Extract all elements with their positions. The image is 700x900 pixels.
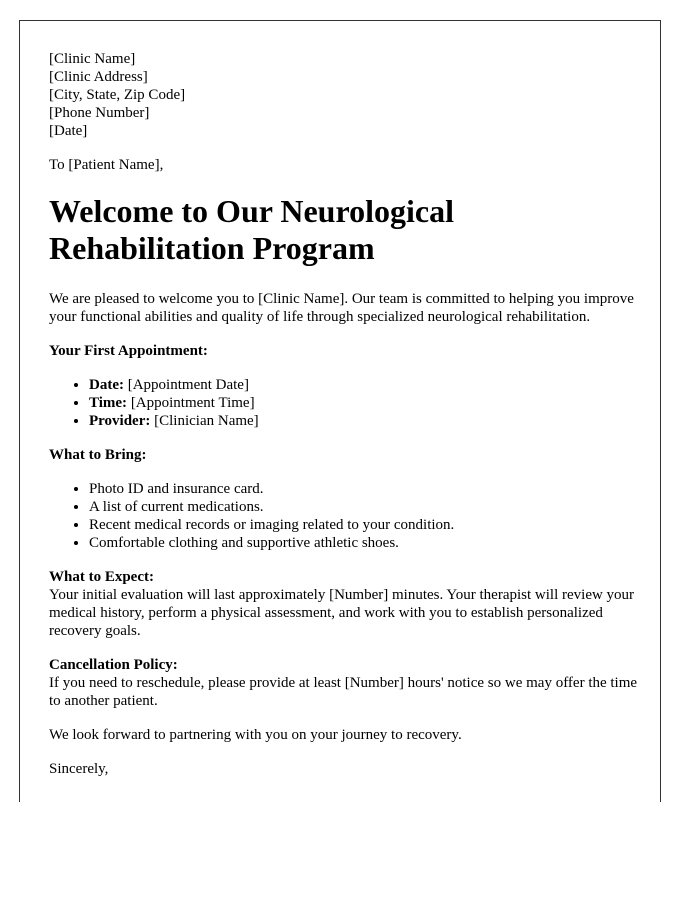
what-to-expect-section (49, 568, 639, 640)
clinic-name: [Clinic Name] (49, 51, 136, 67)
what-to-bring-heading: What to Bring: (49, 447, 147, 463)
letter-content (49, 50, 639, 778)
what-to-bring-list (49, 480, 639, 552)
cancellation-section (49, 656, 639, 710)
list-item: • A list of current medications. (89, 498, 639, 516)
list-item: • Recent medical records or imaging related to your condition. (89, 516, 639, 534)
appointment-provider-label: Provider: (89, 413, 151, 429)
letter-title: Welcome to Our Neurological Rehabilitation Program (49, 193, 454, 266)
salutation: To [Patient Name], (49, 157, 164, 173)
intro-paragraph: We are pleased to welcome you to [Clinic Name]. Our team is committed to helping you improve your functional abilities and quality of life through specialized neurological rehabilitation. (49, 291, 634, 325)
clinic-address: [Clinic Address] (49, 69, 148, 85)
cancellation-text: If you need to reschedule, please provide at least [Number] hours' notice so we may offer the time to another patient. (49, 675, 638, 709)
clinic-address-block (49, 50, 639, 140)
list-item (89, 376, 639, 394)
cancellation-heading: Cancellation Policy: (49, 657, 178, 673)
clinic-city-state-zip: [City, State, Zip Code] (49, 87, 186, 103)
list-item (89, 394, 639, 412)
appointment-time-label: Time: (89, 395, 128, 411)
letter-date: [Date] (49, 123, 88, 139)
clinic-phone: [Phone Number] (49, 105, 150, 121)
appointment-provider-value: [Clinician Name] (150, 413, 259, 429)
first-appointment-heading: Your First Appointment: (49, 343, 208, 359)
list-item: • Photo ID and insurance card. (89, 480, 639, 498)
appointment-time-value: [Appointment Time] (127, 395, 255, 411)
appointment-date-value: [Appointment Date] (123, 377, 249, 393)
closing-line: We look forward to partnering with you on your journey to recovery. (49, 727, 462, 743)
list-item: • Comfortable clothing and supportive athletic shoes. (89, 534, 639, 552)
what-to-expect-heading: What to Expect: (49, 569, 154, 585)
signoff: Sincerely, (49, 761, 109, 777)
letter-page (19, 20, 661, 802)
first-appointment-list (49, 376, 639, 430)
list-item (89, 412, 639, 430)
what-to-expect-text: Your initial evaluation will last approximately [Number] minutes. Your therapist will review your medical history, perform a physical assessment, and work with you to establish personalized recovery goals. (49, 587, 635, 639)
appointment-date-label: Date: (89, 377, 124, 393)
